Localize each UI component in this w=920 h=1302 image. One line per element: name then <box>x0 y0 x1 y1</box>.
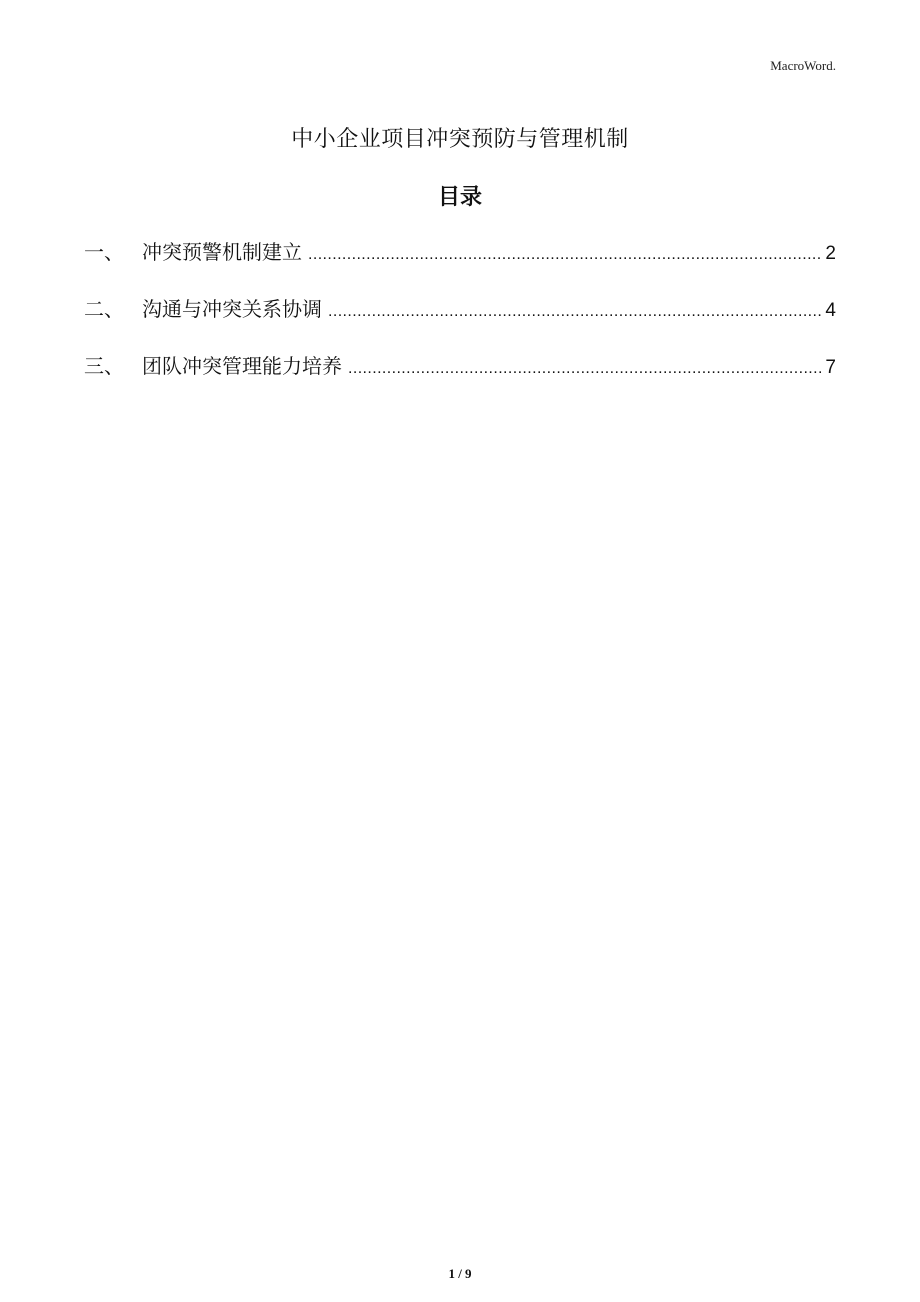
toc-entry-page[interactable]: 7 <box>825 357 836 378</box>
toc-dot-leader <box>328 303 821 321</box>
toc-entry-label[interactable]: 冲突预警机制建立 <box>142 240 302 264</box>
toc-dot-leader <box>308 246 821 264</box>
toc-entry-2[interactable] <box>84 293 836 321</box>
toc-heading: 目录 <box>437 185 482 210</box>
toc-entry-number: 三、 <box>84 354 124 378</box>
page-indicator: 1 / 9 <box>448 1266 472 1281</box>
toc-entry-3[interactable] <box>84 350 836 378</box>
toc-entry-number: 二、 <box>84 297 124 321</box>
document-title: 中小企业项目冲突预防与管理机制 <box>291 127 629 152</box>
toc-dot-leader <box>348 360 821 378</box>
header-note: MacroWord. <box>770 58 836 73</box>
toc-entry-label[interactable]: 沟通与冲突关系协调 <box>142 297 322 321</box>
toc-entry-page[interactable]: 2 <box>825 243 836 264</box>
toc-entry-1[interactable] <box>84 236 836 264</box>
toc-entry-number: 一、 <box>84 240 124 264</box>
table-of-contents <box>84 236 836 407</box>
toc-entry-page[interactable]: 4 <box>825 300 836 321</box>
toc-entry-label[interactable]: 团队冲突管理能力培养 <box>142 354 342 378</box>
